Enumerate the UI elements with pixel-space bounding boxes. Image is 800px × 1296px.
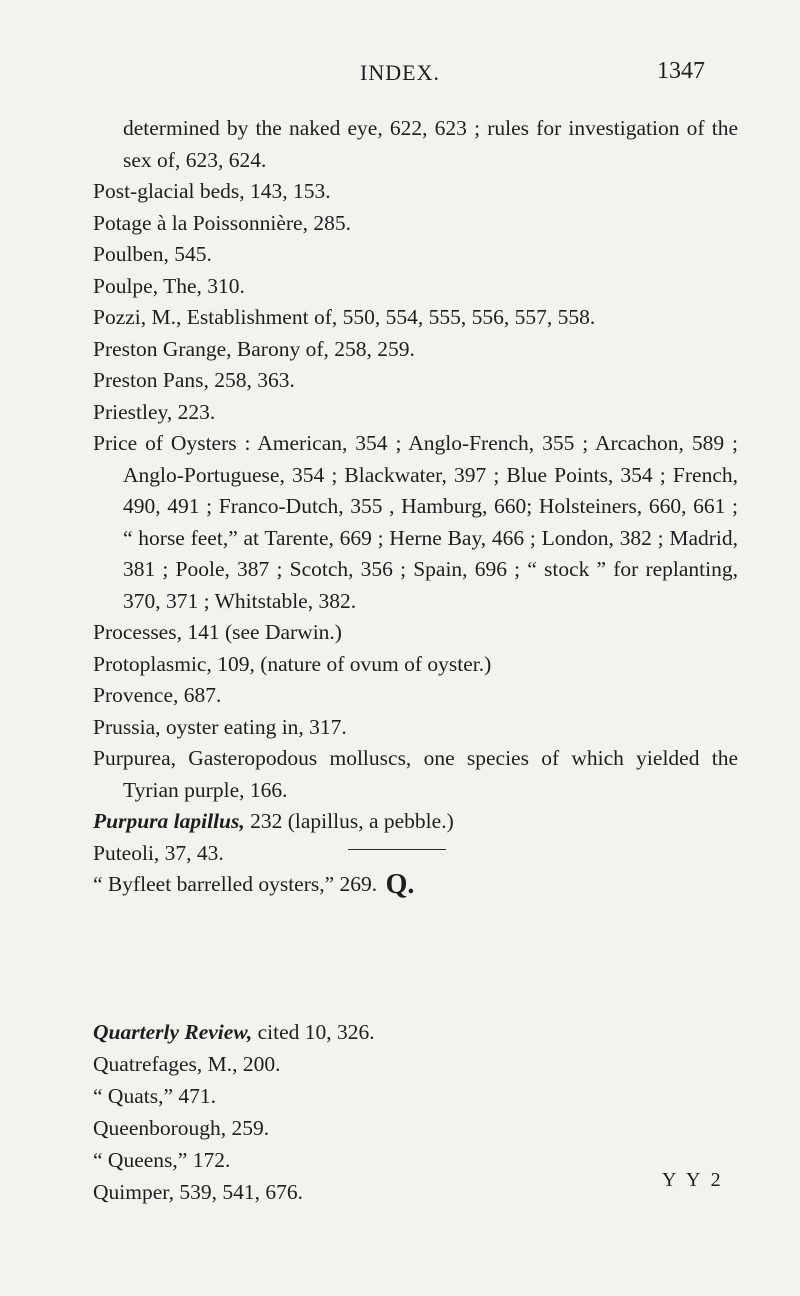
index-entry: Quimper, 539, 541, 676. (93, 1180, 303, 1204)
index-entry: Poulben, 545. (93, 242, 212, 266)
index-entry: Purpurea, Gasteropodous molluscs, one species of which yielded the Tyrian purple, 166. (93, 746, 738, 802)
signature-mark: Y Y 2 (662, 1169, 724, 1191)
index-entry: “ Byfleet barrelled oysters,” 269. (93, 872, 378, 896)
index-entry: Processes, 141 (see Darwin.) (93, 620, 342, 644)
index-entry: Quarterly Review, cited 10, 326. (93, 1020, 375, 1044)
index-entry: Pozzi, M., Establishment of, 550, 554, 555, 556, 557, 558. (93, 305, 596, 329)
index-entries-q (93, 1016, 738, 1208)
section-heading: Q. (385, 869, 415, 900)
section-divider (348, 849, 446, 850)
page-number: 1347 (657, 58, 705, 84)
index-entry: “ Quats,” 471. (93, 1084, 216, 1108)
index-entry: Priestley, 223. (93, 399, 216, 424)
index-entry: “ Queens,” 172. (93, 1148, 231, 1172)
italic-term: Quarterly Review, (93, 1020, 253, 1044)
index-entry: Poulpe, The, 310. (93, 273, 245, 298)
index-entry: Preston Grange, Barony of, 258, 259. (93, 336, 415, 361)
index-entry: Post-glacial beds, 143, 153. (93, 179, 331, 203)
italic-term: Purpura lapillus, (93, 809, 245, 833)
index-entry: Quatrefages, M., 200. (93, 1052, 281, 1076)
index-entry: Price of Oysters : American, 354 ; Anglo-French, 355 ; Arcachon, 589 ; Anglo-Portuguese, 354 ; Blackwater, 397 ; Blue Points, 354 ; French, 490, 491 ; Franco-Dutch, 355 , Hamburg, 660; Holsteiners, 660, 661 ; “ horse feet,” at Tarente, 669 ; Herne Bay, 466 ; London, 382 ; Madrid, 381 ; Poole, 387 ; Scotch, 356 ; Spain, 696 ; “ stock ” for replanting, 370, 371 ; Whitstable, 382. (93, 431, 738, 613)
index-entry: Prussia, oyster eating in, 317. (93, 714, 347, 739)
index-entry: Queenborough, 259. (93, 1116, 270, 1140)
index-entries-p (93, 113, 738, 901)
running-head: INDEX. (360, 60, 440, 85)
index-entry: Puteoli, 37, 43. (93, 840, 224, 865)
index-entry: Potage à la Poissonnière, 285. (93, 210, 351, 235)
index-entry: Protoplasmic, 109, (nature of ovum of oyster.) (93, 651, 492, 676)
index-entry: Preston Pans, 258, 363. (93, 368, 295, 392)
index-entry: Provence, 687. (93, 683, 222, 707)
index-entry: determined by the naked eye, 622, 623 ; rules for investigation of the sex of, 623, 624. (123, 116, 738, 172)
index-entry: Purpura lapillus, 232 (lapillus, a pebble.) (93, 809, 454, 833)
